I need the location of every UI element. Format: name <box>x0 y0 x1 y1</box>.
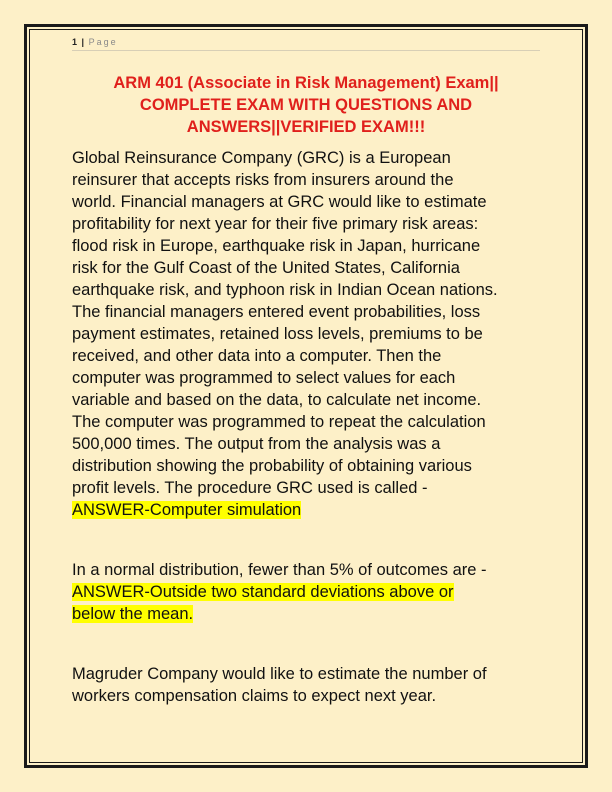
title-line: ANSWERS||VERIFIED EXAM!!! <box>186 118 426 136</box>
question-line: computer was programmed to select values for each <box>72 369 456 387</box>
question-line: Global Reinsurance Company (GRC) is a European <box>72 149 451 167</box>
question-line: earthquake risk, and typhoon risk in Indian Ocean nations. <box>72 281 498 299</box>
question-line: world. Financial managers at GRC would like to estimate <box>72 193 487 211</box>
page-separator: | <box>81 37 85 47</box>
question-3 <box>72 663 542 707</box>
paragraph-gap <box>72 521 542 559</box>
answer-highlight: ANSWER-Outside two standard deviations above or <box>72 583 454 601</box>
answer-line <box>72 581 542 603</box>
page-word: Page <box>88 37 118 47</box>
page-number: 1 <box>72 37 78 47</box>
question-line: The computer was programmed to repeat the calculation <box>72 413 486 431</box>
question-line: workers compensation claims to expect next year. <box>72 687 437 705</box>
answer-line <box>72 603 542 625</box>
question-line: Magruder Company would like to estimate the number of <box>72 665 487 683</box>
question-2 <box>72 559 542 625</box>
answer-highlight: ANSWER-Computer simulation <box>72 501 302 519</box>
question-line: 500,000 times. The output from the analysis was a <box>72 435 441 453</box>
paragraph-gap <box>72 625 542 663</box>
question-line: risk for the Gulf Coast of the United States, California <box>72 259 460 277</box>
question-line: The financial managers entered event probabilities, loss <box>72 303 481 321</box>
question-line: distribution showing the probability of obtaining various <box>72 457 472 475</box>
question-line: received, and other data into a computer. Then the <box>72 347 442 365</box>
title-line: ARM 401 (Associate in Risk Management) Exam|| <box>113 74 499 92</box>
document-body <box>72 147 542 707</box>
question-line: payment estimates, retained loss levels, premiums to be <box>72 325 483 343</box>
question-line: variable and based on the data, to calculate net income. <box>72 391 482 409</box>
answer-line <box>72 499 542 521</box>
question-line: reinsurer that accepts risks from insurers around the <box>72 171 454 189</box>
document-title <box>72 72 540 138</box>
page-header <box>72 36 540 51</box>
question-1 <box>72 147 542 521</box>
question-line: In a normal distribution, fewer than 5% of outcomes are - <box>72 561 487 579</box>
question-line: flood risk in Europe, earthquake risk in Japan, hurricane <box>72 237 481 255</box>
question-line: profit levels. The procedure GRC used is called - <box>72 479 428 497</box>
question-line: profitability for next year for their five primary risk areas: <box>72 215 479 233</box>
title-line: COMPLETE EXAM WITH QUESTIONS AND <box>139 96 473 114</box>
answer-highlight: below the mean. <box>72 605 194 623</box>
